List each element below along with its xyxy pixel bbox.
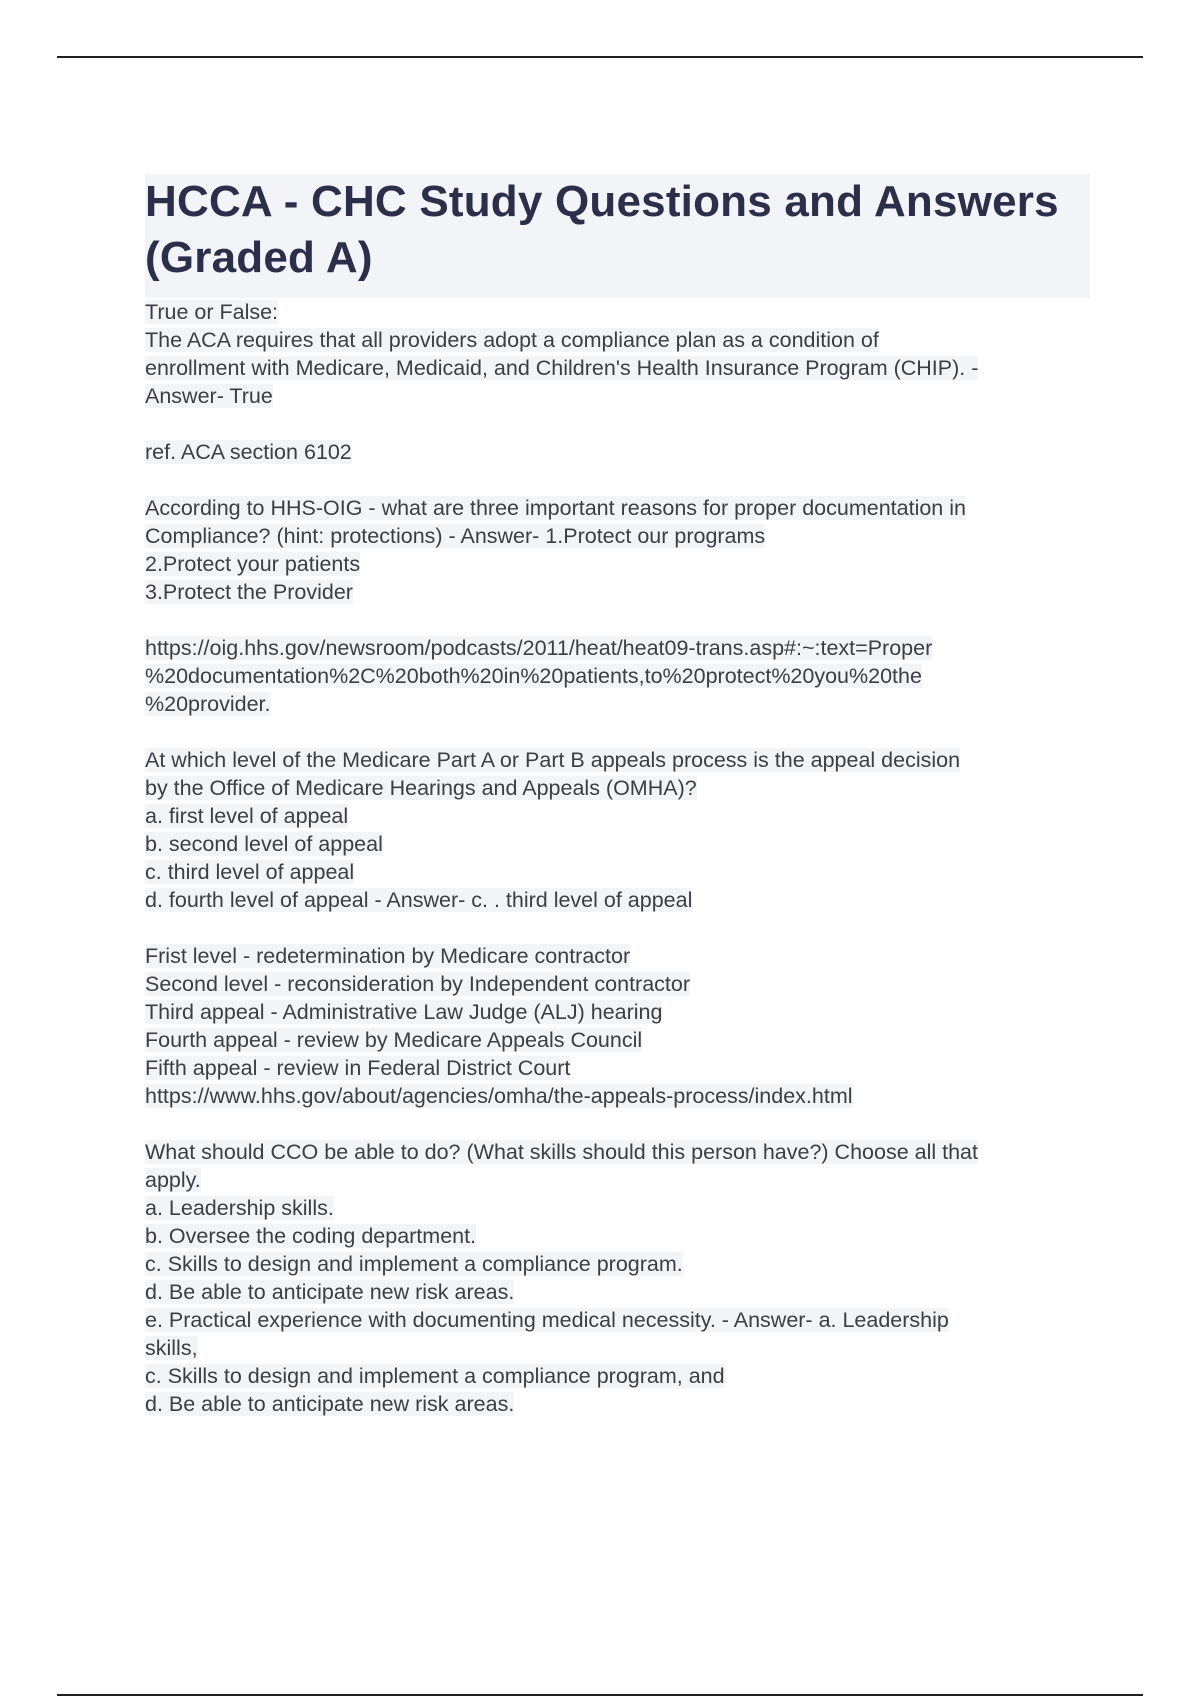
top-rule (57, 56, 1143, 58)
text-line: Fifth appeal - review in Federal District Court (145, 1056, 571, 1080)
text-line: ref. ACA section 6102 (145, 440, 352, 464)
text-line: d. Be able to anticipate new risk areas. (145, 1280, 515, 1304)
text-line: 3.Protect the Provider (145, 580, 353, 604)
text-line: Compliance? (hint: protections) - Answer- 1.Protect our programs (145, 524, 766, 548)
text-line: c. third level of appeal (145, 860, 355, 884)
text-line: b. second level of appeal (145, 832, 383, 856)
text-line: Frist level - redetermination by Medicare contractor (145, 944, 631, 968)
document-body (145, 174, 1090, 1446)
text-line: 2.Protect your patients (145, 552, 361, 576)
text-line: apply. (145, 1168, 201, 1192)
qa-entry (145, 634, 1090, 718)
qa-list (145, 298, 1090, 1418)
text-line: True or False: (145, 300, 279, 324)
text-line: At which level of the Medicare Part A or Part B appeals process is the appeal decision (145, 748, 961, 772)
text-line: Fourth appeal - review by Medicare Appeals Council (145, 1028, 643, 1052)
text-line: b. Oversee the coding department. (145, 1224, 477, 1248)
text-line: by the Office of Medicare Hearings and Appeals (OMHA)? (145, 776, 697, 800)
text-line: skills, (145, 1336, 198, 1360)
text-line: https://www.hhs.gov/about/agencies/omha/the-appeals-process/index.html (145, 1084, 853, 1108)
text-line: %20provider. (145, 692, 271, 716)
text-line: Answer- True (145, 384, 273, 408)
qa-entry (145, 438, 1090, 466)
text-line: c. Skills to design and implement a compliance program. (145, 1252, 683, 1276)
text-line: c. Skills to design and implement a compliance program, and (145, 1364, 725, 1388)
text-line: According to HHS-OIG - what are three important reasons for proper documentation in (145, 496, 966, 520)
document-title: HCCA - CHC Study Questions and Answers (Graded A) (145, 177, 1059, 282)
text-line: d. fourth level of appeal - Answer- c. . third level of appeal (145, 888, 693, 912)
text-line: d. Be able to anticipate new risk areas. (145, 1392, 515, 1416)
text-line: e. Practical experience with documenting medical necessity. - Answer- a. Leadership (145, 1308, 949, 1332)
text-line: a. first level of appeal (145, 804, 349, 828)
title-block (145, 174, 1090, 298)
text-line: Second level - reconsideration by Independent contractor (145, 972, 691, 996)
text-line: The ACA requires that all providers adopt a compliance plan as a condition of (145, 328, 879, 352)
text-line: %20documentation%2C%20both%20in%20patients,to%20protect%20you%20the (145, 664, 922, 688)
text-line: What should CCO be able to do? (What skills should this person have?) Choose all that (145, 1140, 978, 1164)
qa-entry (145, 746, 1090, 914)
qa-entry (145, 494, 1090, 606)
text-line: Third appeal - Administrative Law Judge (ALJ) hearing (145, 1000, 663, 1024)
text-line: https://oig.hhs.gov/newsroom/podcasts/2011/heat/heat09-trans.asp#:~:text=Proper (145, 636, 933, 660)
text-line: a. Leadership skills. (145, 1196, 334, 1220)
qa-entry (145, 298, 1090, 410)
text-line: enrollment with Medicare, Medicaid, and Children's Health Insurance Program (CHIP). - (145, 356, 979, 380)
qa-entry (145, 1138, 1090, 1418)
qa-entry (145, 942, 1090, 1110)
bottom-rule (57, 1694, 1143, 1696)
